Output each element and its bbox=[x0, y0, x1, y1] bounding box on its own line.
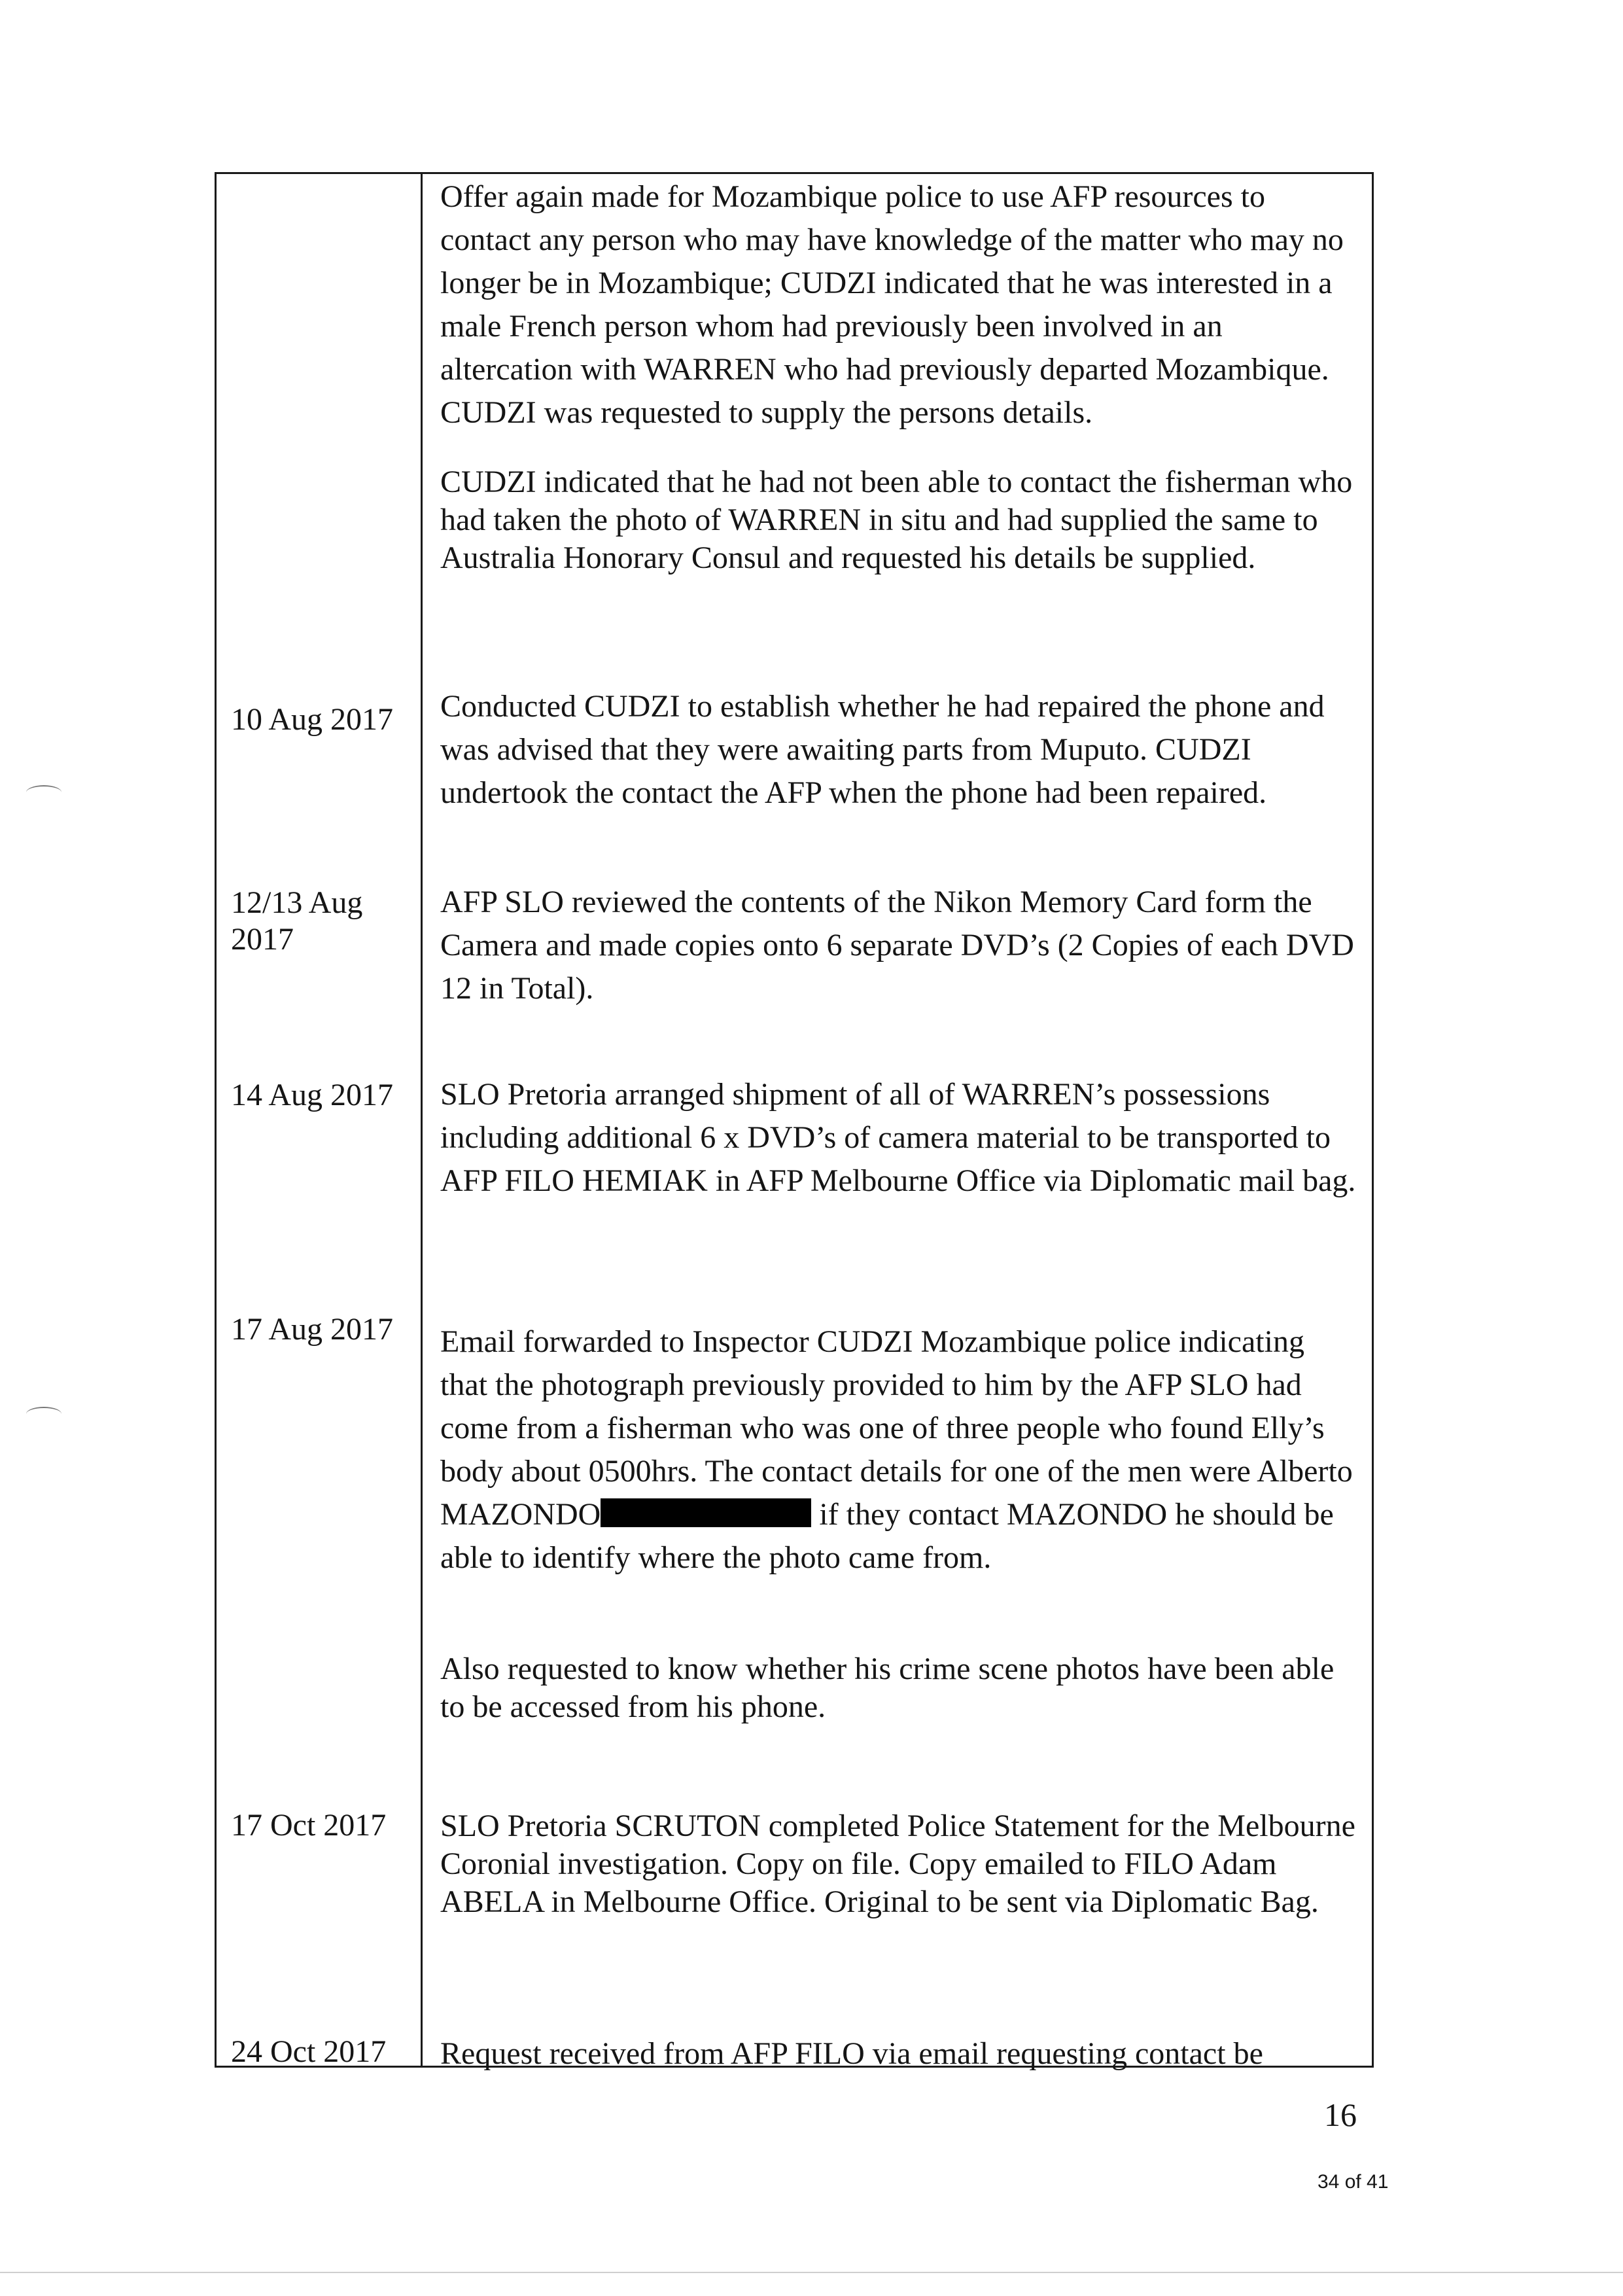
entry-text bbox=[440, 1073, 1356, 1203]
entry-paragraph: SLO Pretoria SCRUTON completed Police Statement for the Melbourne Coronial investigation. Copy on file. Copy emailed to FILO Adam ABELA in Melbourne Office. Original to be sent via Diplomatic Bag. bbox=[440, 1809, 1355, 1919]
entry-text bbox=[440, 881, 1356, 1010]
entry-paragraph: AFP SLO reviewed the contents of the Nikon Memory Card form the Camera and made copies onto 6 separate DVD’s (2 Copies of each DVD 12 in Total). bbox=[440, 885, 1354, 1006]
entry-text bbox=[440, 685, 1356, 815]
entry-paragraph: Offer again made for Mozambique police to use AFP resources to contact any person who may have knowledge of the matter who may no longer be in Mozambique; CUDZI indicated that he was interested in a male French person whom had previously been involved in an altercation with WARREN who had previously departed Mozambique. CUDZI was requested to supply the persons details. bbox=[440, 179, 1344, 430]
entry-text bbox=[440, 1807, 1356, 1921]
entry-text bbox=[440, 175, 1356, 434]
page-count: 34 of 41 bbox=[1318, 2171, 1389, 2193]
entry-text-run: Email forwarded to Inspector CUDZI Mozambique police indicating that the photograph previously provided to him by the AFP SLO had come from a fisherman who was one of three people who found Elly’s body about 0500hrs. The contact details for one of the men were Alberto MAZONDO bbox=[440, 1324, 1353, 1532]
entry-text bbox=[440, 1650, 1356, 1726]
entry-date: 17 Oct 2017 bbox=[231, 1808, 387, 1843]
entry-paragraph bbox=[440, 1320, 1356, 1580]
entry-paragraph: SLO Pretoria arranged shipment of all of WARREN’s possessions including additional 6 x DVD’s of camera material to be transported to AFP FILO HEMIAK in AFP Melbourne Office via Diplomatic mail bag. bbox=[440, 1077, 1356, 1198]
scan-edge-line bbox=[0, 2272, 1623, 2273]
scan-artifact bbox=[26, 785, 61, 800]
entry-paragraph: Request received from AFP FILO via email requesting contact be bbox=[440, 2036, 1263, 2071]
entry-text bbox=[440, 2035, 1356, 2073]
entry-date: 24 Oct 2017 bbox=[231, 2034, 387, 2069]
entry-text-run: if they contact MAZONDO he should be able to identify where the photo came from. bbox=[440, 1497, 1334, 1575]
entry-text bbox=[440, 463, 1356, 577]
entry-paragraph: Conducted CUDZI to establish whether he had repaired the phone and was advised that they were awaiting parts from Muputo. CUDZI undertook the contact the AFP when the phone had been repaired. bbox=[440, 689, 1325, 810]
investigation-log-table bbox=[215, 172, 1374, 2071]
page-number: 16 bbox=[1324, 2096, 1357, 2133]
scan-artifact bbox=[26, 1407, 61, 1421]
entry-text bbox=[440, 1320, 1356, 1580]
entry-date: 17 Aug 2017 bbox=[231, 1312, 394, 1347]
entry-date: 14 Aug 2017 bbox=[231, 1078, 394, 1112]
entry-paragraph: Also requested to know whether his crime scene photos have been able to be accessed from his phone. bbox=[440, 1651, 1335, 1724]
column-divider bbox=[421, 174, 423, 2066]
entry-date: 10 Aug 2017 bbox=[231, 702, 394, 737]
redaction-bar bbox=[601, 1498, 811, 1527]
entry-date: 12/13 Aug 2017 bbox=[231, 885, 363, 957]
entry-paragraph: CUDZI indicated that he had not been able to contact the fisherman who had taken the photo of WARREN in situ and had supplied the same to Australia Honorary Consul and requested his details be supplied. bbox=[440, 465, 1353, 575]
